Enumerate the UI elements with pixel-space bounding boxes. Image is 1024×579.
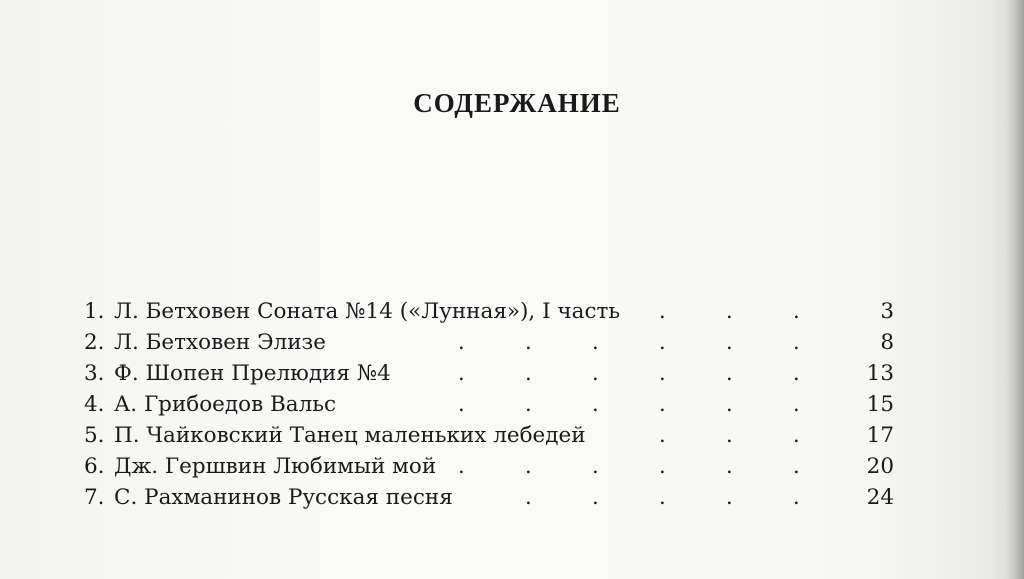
leader-dot: . [726, 361, 733, 385]
leader-dot: . [592, 361, 599, 385]
table-of-contents [84, 296, 894, 513]
leader-dots [84, 389, 844, 420]
leader-dot: . [793, 361, 800, 385]
toc-page-number: 15 [866, 392, 894, 417]
leader-dot: . [793, 485, 800, 509]
leader-dot: . [659, 330, 666, 354]
leader-dots [84, 358, 844, 389]
toc-number: 6. [84, 454, 105, 479]
leader-dot: . [659, 454, 666, 478]
toc-title: Ф. Шопен Прелюдия №4 [114, 361, 391, 386]
toc-title: С. Рахманинов Русская песня [114, 485, 453, 510]
toc-title: Л. Бетховен Элизе [114, 330, 326, 355]
toc-number: 3. [84, 361, 105, 386]
leader-dot: . [659, 361, 666, 385]
leader-dot: . [659, 392, 666, 416]
leader-dot: . [793, 299, 800, 323]
toc-page-number: 20 [866, 454, 894, 479]
toc-title: А. Грибоедов Вальс [114, 392, 337, 417]
leader-dot: . [592, 485, 599, 509]
toc-title: Дж. Гершвин Любимый мой [114, 454, 437, 479]
toc-entry [84, 296, 894, 327]
leader-dot: . [458, 361, 465, 385]
toc-page-number: 3 [880, 299, 894, 324]
leader-dot: . [592, 330, 599, 354]
toc-entry [84, 420, 894, 451]
leader-dot: . [659, 299, 666, 323]
leader-dot: . [793, 330, 800, 354]
leader-dot: . [659, 423, 666, 447]
leader-dot: . [793, 454, 800, 478]
leader-dots [84, 296, 844, 327]
leader-dot: . [726, 330, 733, 354]
leader-dot: . [525, 330, 532, 354]
toc-entry [84, 451, 894, 482]
leader-dot: . [525, 361, 532, 385]
leader-dot: . [458, 330, 465, 354]
toc-title: П. Чайковский Танец маленьких лебедей [114, 423, 586, 448]
leader-dot: . [726, 485, 733, 509]
leader-dot: . [793, 392, 800, 416]
toc-number: 4. [84, 392, 105, 417]
toc-page-number: 17 [866, 423, 894, 448]
toc-number: 7. [84, 485, 105, 510]
leader-dot: . [726, 299, 733, 323]
leader-dot: . [592, 454, 599, 478]
page-title: СОДЕРЖАНИЕ [413, 88, 621, 118]
toc-entry [84, 358, 894, 389]
toc-title: Л. Бетховен Соната №14 («Лунная»), I часть [114, 299, 621, 324]
toc-page-number: 24 [866, 485, 894, 510]
toc-number: 5. [84, 423, 105, 448]
page-edge-shadow [1006, 0, 1024, 579]
toc-page-number: 13 [866, 361, 894, 386]
leader-dot: . [726, 392, 733, 416]
leader-dot: . [525, 485, 532, 509]
leader-dot: . [592, 392, 599, 416]
toc-number: 2. [84, 330, 105, 355]
leader-dot: . [659, 485, 666, 509]
toc-page-number: 8 [880, 330, 894, 355]
leader-dots [84, 451, 844, 482]
leader-dot: . [525, 454, 532, 478]
toc-entry [84, 482, 894, 513]
leader-dot: . [458, 454, 465, 478]
leader-dot: . [793, 423, 800, 447]
leader-dot: . [726, 454, 733, 478]
leader-dots [84, 420, 844, 451]
leader-dot: . [726, 423, 733, 447]
leader-dot: . [525, 392, 532, 416]
leader-dots [84, 327, 844, 358]
leader-dot: . [458, 392, 465, 416]
toc-entry [84, 327, 894, 358]
toc-entry [84, 389, 894, 420]
leader-dots [84, 482, 844, 513]
toc-number: 1. [84, 299, 105, 324]
